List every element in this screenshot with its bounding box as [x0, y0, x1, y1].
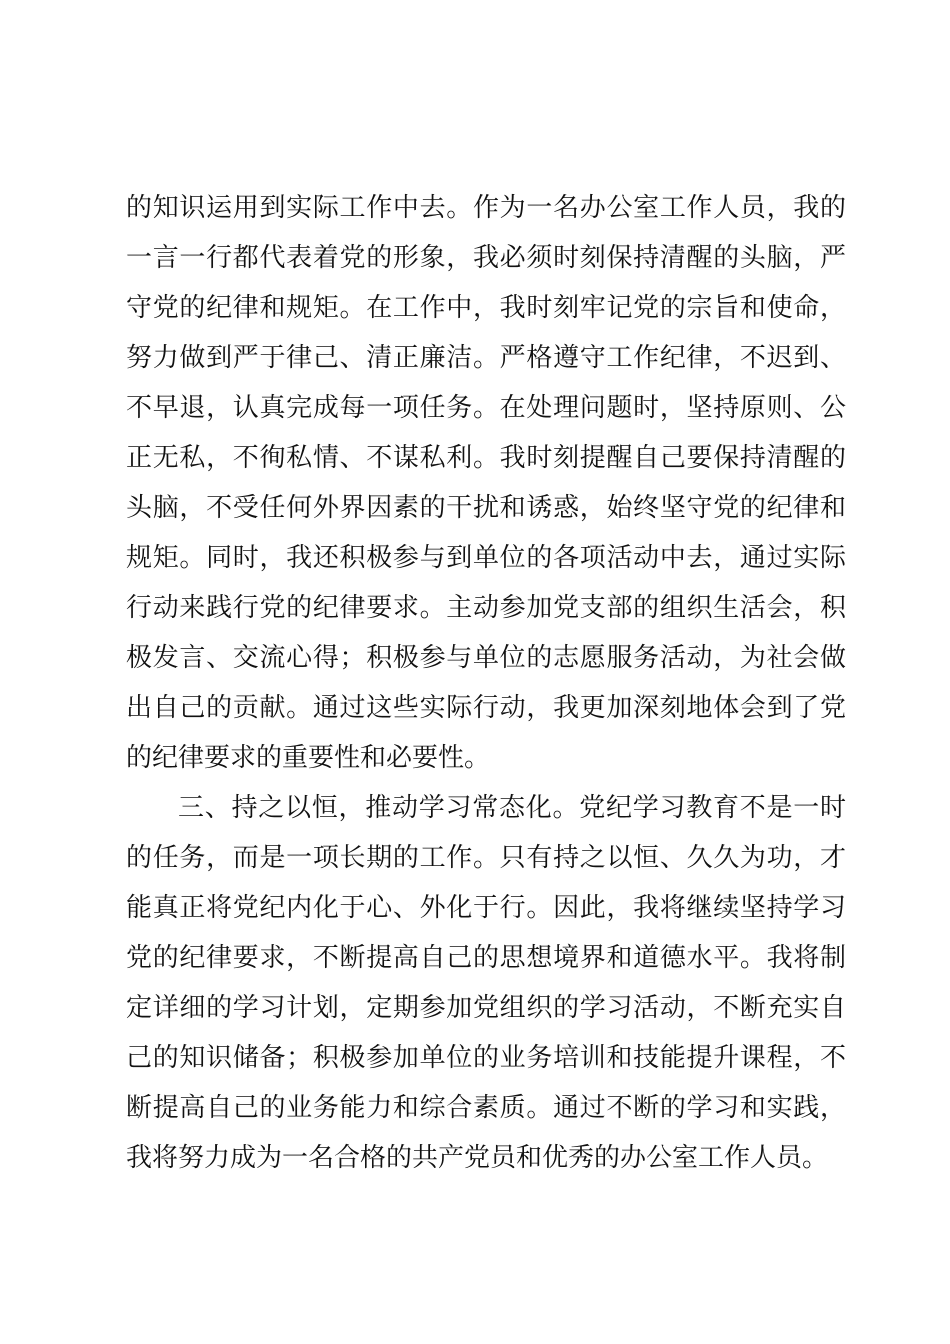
paragraph-2-line-2: 的任务，而是一项长期的工作。只有持之以恒、久久为功，才 [126, 843, 846, 873]
paragraph-1-line-4: 努力做到严于律己、清正廉洁。严格遵守工作纪律，不迟到、 [126, 343, 846, 373]
document-body [126, 183, 846, 1183]
paragraph-2-line-5: 定详细的学习计划，定期参加党组织的学习活动，不断充实自 [126, 993, 846, 1023]
paragraph-2-line-7: 断提高自己的业务能力和综合素质。通过不断的学习和实践， [126, 1093, 846, 1123]
paragraph-1-line-9: 行动来践行党的纪律要求。主动参加党支部的组织生活会，积 [126, 593, 846, 623]
paragraph-1-line-7: 头脑，不受任何外界因素的干扰和诱惑，始终坚守党的纪律和 [126, 493, 846, 523]
paragraph-1-line-2: 一言一行都代表着党的形象，我必须时刻保持清醒的头脑，严 [126, 243, 846, 273]
paragraph-1-line-1: 的知识运用到实际工作中去。作为一名办公室工作人员，我的 [126, 193, 846, 223]
paragraph-1-line-10: 极发言、交流心得；积极参与单位的志愿服务活动，为社会做 [126, 643, 846, 673]
paragraph-1-line-3: 守党的纪律和规矩。在工作中，我时刻牢记党的宗旨和使命， [126, 293, 846, 323]
paragraph-1-line-11: 出自己的贡献。通过这些实际行动，我更加深刻地体会到了党 [126, 693, 846, 723]
paragraph-1-line-8: 规矩。同时，我还积极参与到单位的各项活动中去，通过实际 [126, 543, 846, 573]
paragraph-1-line-5: 不早退，认真完成每一项任务。在处理问题时，坚持原则、公 [126, 393, 846, 423]
paragraph-2-line-3: 能真正将党纪内化于心、外化于行。因此，我将继续坚持学习 [126, 893, 846, 923]
paragraph-2-line-8: 我将努力成为一名合格的共产党员和优秀的办公室工作人员。 [126, 1143, 829, 1173]
paragraph-1-line-6: 正无私，不徇私情、不谋私利。我时刻提醒自己要保持清醒的 [126, 443, 846, 473]
paragraph-1-line-12: 的纪律要求的重要性和必要性。 [126, 743, 491, 773]
paragraph-2-line-1: 三、持之以恒，推动学习常态化。党纪学习教育不是一时 [178, 793, 846, 823]
paragraph-2-line-6: 己的知识储备；积极参加单位的业务培训和技能提升课程，不 [126, 1043, 846, 1073]
paragraph-2-line-4: 党的纪律要求，不断提高自己的思想境界和道德水平。我将制 [126, 943, 846, 973]
